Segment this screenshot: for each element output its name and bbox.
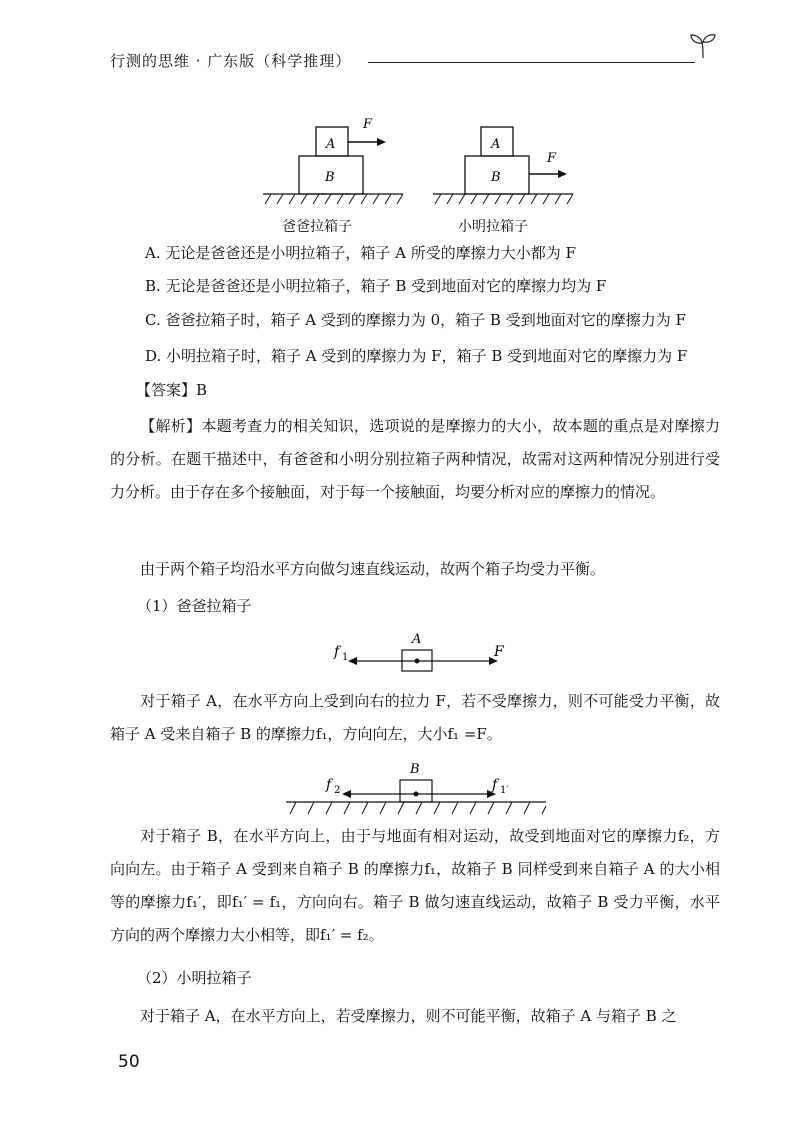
option-a: A. 无论是爸爸还是小明拉箱子，箱子 A 所受的摩擦力大小都为 F [145,244,576,262]
analysis-text: 本题考查力的相关知识，选项说的是摩擦力的大小，故本题的重点是对摩擦力的分析。在题干描述中，有爸爸和小明分别拉箱子两种情况，故需对这两种情况分别进行受力分析。由于存在多个接触面，对于每一个接触面，均要分析对应的摩擦力的情况。 [110,417,720,501]
right-diagram [433,127,573,204]
option-b: B. 无论是爸爸还是小明拉箱子，箱子 B 受到地面对它的摩擦力均为 F [145,277,607,295]
uniform-motion-paragraph [110,553,720,586]
fbd-label-a: A [412,632,422,647]
box-b-paragraph [110,820,720,952]
fbd-sub-1-prime: 1′ [500,785,509,796]
left-diagram [263,117,403,204]
sprout-icon [688,30,718,60]
figure-box-b-forces [280,758,550,828]
analysis-label: 【解析】 [140,417,202,435]
box-a-paragraph [110,685,720,751]
figure-boxes-diagram [255,112,585,222]
label-a-left: A [326,137,336,152]
heading-dad-pulls: （1）爸爸拉箱子 [137,597,252,615]
caption-dad: 爸爸拉箱子 [282,219,352,235]
header-rule [368,62,695,63]
label-b-right: B [491,170,501,185]
last-paragraph-text: 对于箱子 A，在水平方向上，若受摩擦力，则不可能平衡，故箱子 A 与箱子 B 之 [140,1007,677,1025]
caption-xiaoming: 小明拉箱子 [458,219,528,235]
center-dot-b [414,792,419,797]
last-paragraph [110,1000,720,1033]
box-b-fbd [400,780,432,802]
option-d: D. 小明拉箱子时，箱子 A 受到的摩擦力为 F，箱子 B 受到地面对它的摩擦力为 F [145,347,688,365]
label-a-right: A [491,137,501,152]
uniform-motion-text: 由于两个箱子均沿水平方向做匀速直线运动，故两个箱子均受力平衡。 [140,560,606,578]
fbd-sub-2: 2 [334,785,341,796]
option-c: C. 爸爸拉箱子时，箱子 A 受到的摩擦力为 0，箱子 B 受到地面对它的摩擦力为 F [145,311,686,329]
fbd-label-b: B [410,762,420,777]
answer-label: 【答案】 [136,381,197,399]
answer-line [136,378,207,402]
box-a-text: 对于箱子 A，在水平方向上受到向右的拉力 F，若不受摩擦力，则不可能受力平衡，故箱子 A 受来自箱子 B 的摩擦力f₁，方向向左，大小f₁ =F。 [110,692,720,743]
fbd-label-f1: f [334,644,340,660]
answer-value: B [196,381,208,399]
label-f-right: F [547,151,557,166]
label-b-left: B [325,170,335,185]
page-number: 50 [118,1052,140,1072]
box-b-text: 对于箱子 B，在水平方向上，由于与地面有相对运动，故受到地面对它的摩擦力f₂，方向向左。由于箱子 A 受到来自箱子 B 的摩擦力f₁，故箱子 B 同样受到来自箱子 A 的大小相等的摩擦力f₁′，即f₁′ = f₁，方向向右。箱子 B 做匀速直线运动，故箱子 B 受力平衡，水平方向的两个摩擦力大小相等，即f₁′ = f₂。 [110,827,720,944]
running-header: 行测的思维 · 广东版（科学推理） [110,52,352,70]
label-f-left: F [363,117,373,132]
fbd-label-f1-prime: f [492,777,498,793]
center-dot-a [415,659,420,664]
fbd-sub-1: 1 [342,652,349,663]
fbd-label-f: F [494,644,504,660]
analysis-paragraph [110,410,720,509]
figure-box-a-forces [320,628,520,688]
heading-xiaoming-pulls: （2）小明拉箱子 [137,969,252,987]
fbd-label-f2: f [326,777,332,793]
